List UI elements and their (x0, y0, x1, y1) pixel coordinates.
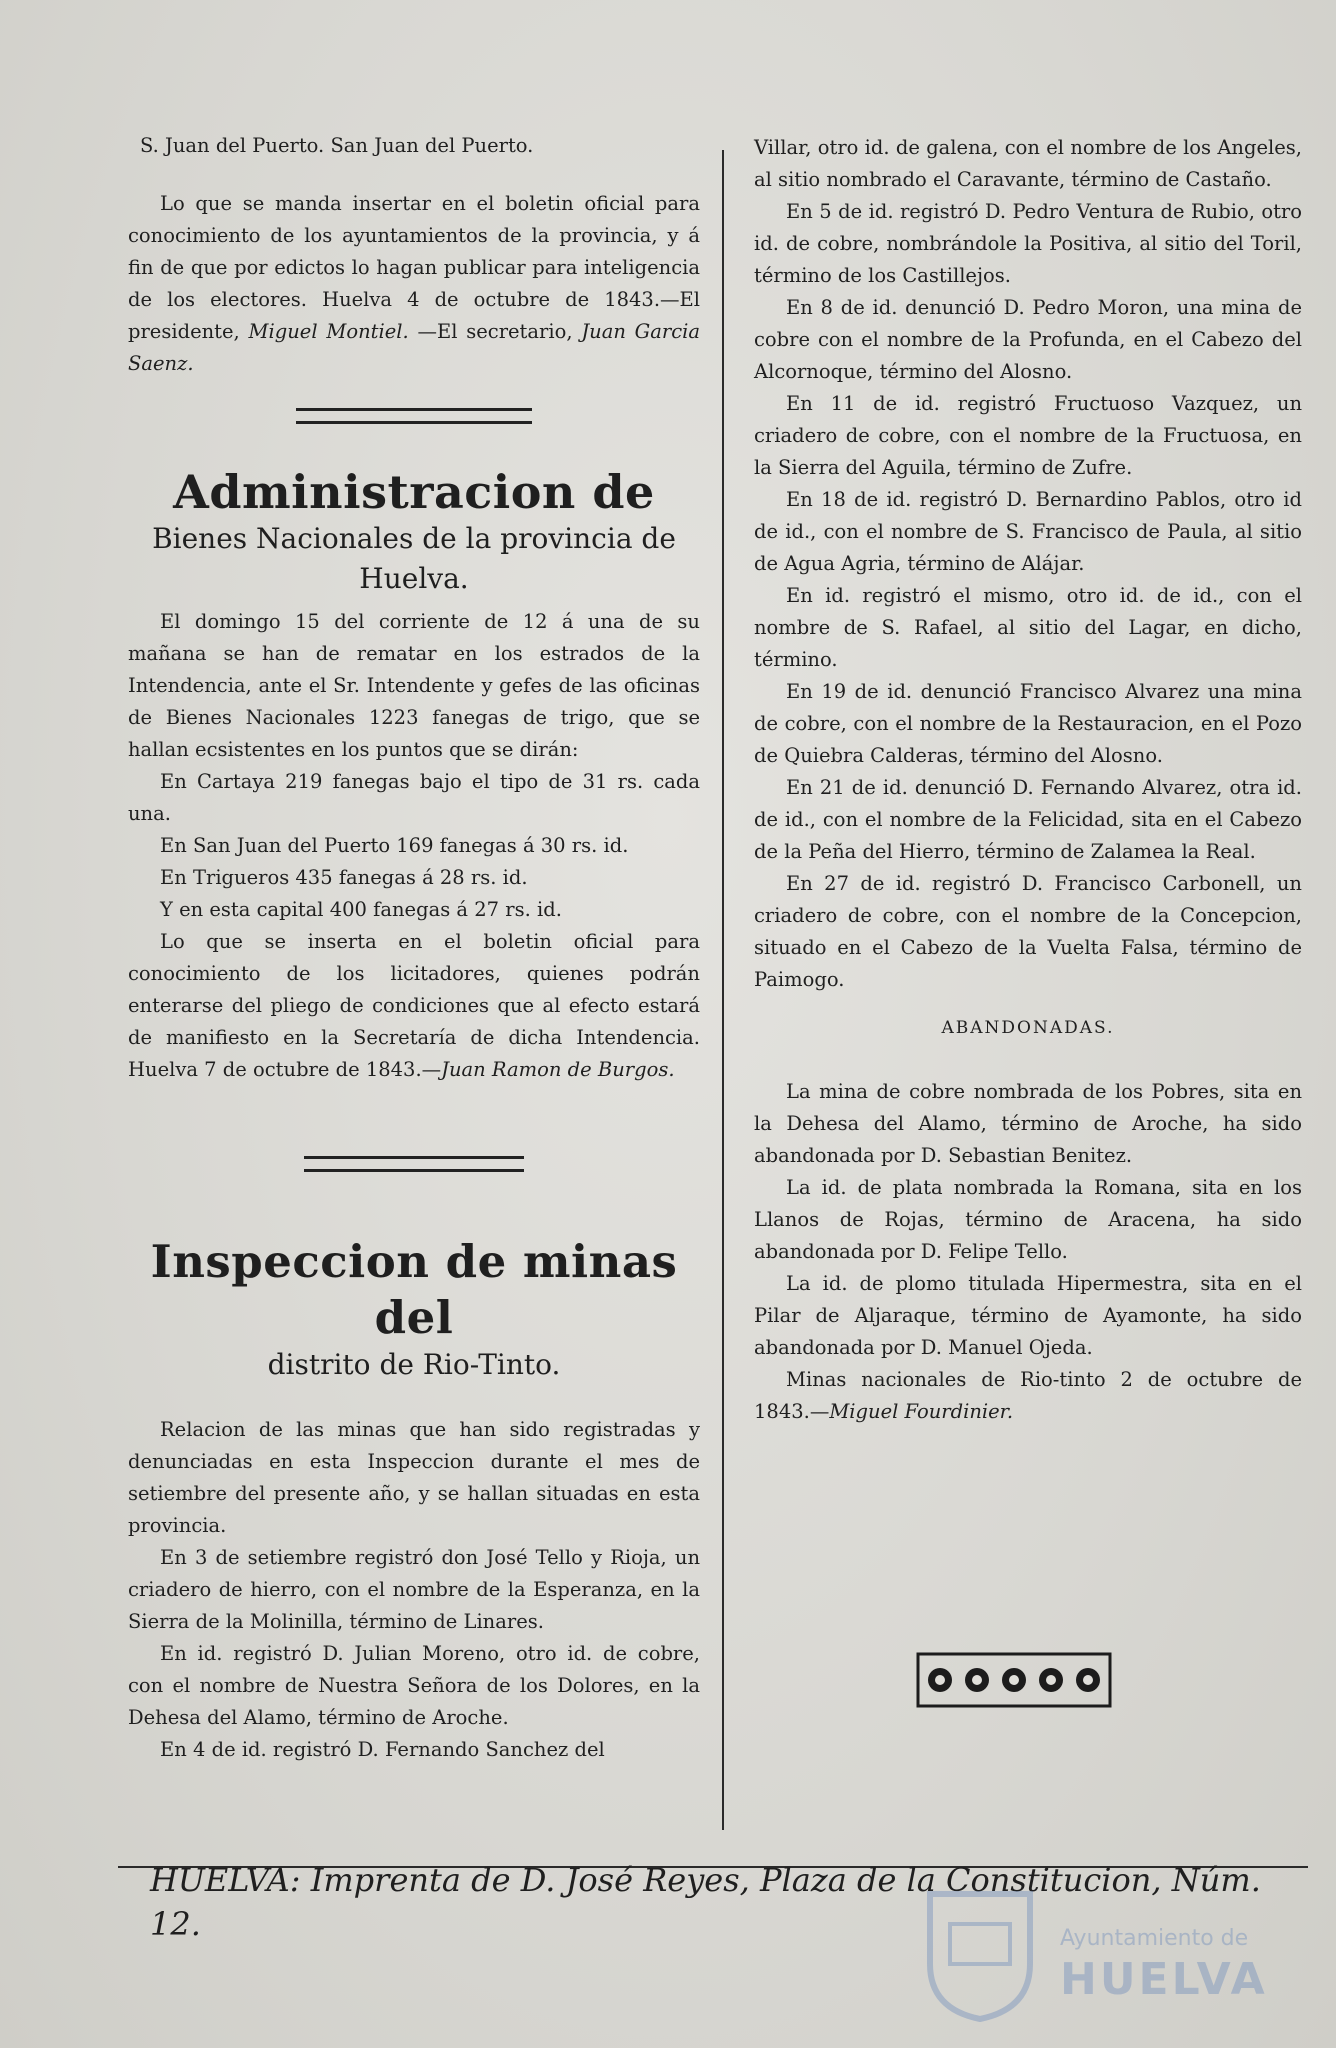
abandoned-closing (754, 1364, 1302, 1428)
abandoned-entry-3: La id. de plomo titulada Hipermestra, sita en el Pilar de Aljaraque, término de Ayamonte, ha sido abandonada por D. Manuel Ojeda. (754, 1272, 1302, 1359)
mine-entry-7: En 19 de id. denunció Francisco Alvarez una mina de cobre, con el nombre de la Restauracion, en el Pozo de Quiebra Calderas, término del Alosno. (754, 680, 1302, 767)
admin-paragraph-6 (128, 926, 700, 1086)
admin-paragraph-3: En San Juan del Puerto 169 fanegas á 30 rs. id. (160, 834, 629, 857)
admin-section-subtitle-2: Huelva. (359, 562, 469, 595)
mine-entry-8: En 21 de id. denunció D. Fernando Alvarez, otra id. de id., con el nombre de la Felicidad, sita en el Cabezo de la Peña del Hierro, término de Zalamea la Real. (754, 776, 1302, 863)
admin-paragraph-2: En Cartaya 219 fanegas bajo el tipo de 31 rs. cada una. (128, 770, 700, 825)
watermark-line-1: Ayuntamiento de (1060, 1926, 1249, 1951)
president-name: Miguel Montiel. (248, 320, 409, 343)
inspection-section-subtitle: distrito de Rio-Tinto. (267, 1348, 561, 1381)
abandoned-signature: Miguel Fourdinier. (829, 1400, 1014, 1423)
secretary-name: Juan Garcia Saenz. (128, 320, 700, 375)
admin-section-subtitle: Bienes Nacionales de la provincia de (152, 522, 676, 555)
right-column (754, 132, 1302, 1428)
mine-entry-1: Villar, otro id. de galena, con el nombre de los Angeles, al sitio nombrado el Caravante, término de Castaño. (754, 136, 1302, 191)
inspection-paragraph-3: En id. registró D. Julian Moreno, otro id. de cobre, con el nombre de Nuestra Señora de los Dolores, en la Dehesa del Alamo, término de Aroche. (128, 1642, 700, 1729)
imprint-line: HUELVA: Imprenta de D. José Reyes, Plaza de la Constitucion, Núm. 12. (150, 1861, 1261, 1943)
mine-entry-2: En 5 de id. registró D. Pedro Ventura de Rubio, otro id. de cobre, nombrándole la Positiva, al sitio del Toril, término de los Castillejos. (754, 200, 1302, 287)
mine-entry-5: En 18 de id. registró D. Bernardino Pablos, otro id de id., con el nombre de S. Francisco de Paula, al sitio de Agua Agria, término de Alájar. (754, 488, 1302, 575)
admin-closing-text: Lo que se inserta en el boletin oficial para conocimiento de los licitadores, quienes podrán enterarse del pliego de condiciones que al efecto estará de manifiesto en la Secretaría de dicha Intendencia. Huelva 7 de octubre de 1843.— (128, 930, 700, 1081)
left-column (128, 130, 700, 1766)
abandoned-heading: ABANDONADAS. (941, 1018, 1115, 1038)
admin-section-title: Administracion de (173, 465, 655, 519)
inspection-section-title: Inspeccion de minas del (150, 1235, 678, 1344)
admin-paragraph-5: Y en esta capital 400 fanegas á 27 rs. id. (160, 898, 562, 921)
municipal-watermark (920, 1884, 1270, 2024)
intro-text: Lo que se manda insertar en el boletin oficial para conocimiento de los ayuntamientos de la provincia, y á fin de que por edictos lo hagan publicar para inteligencia de los electores. Huelva 4 de octubre de 1843.—El presidente, (128, 192, 700, 343)
abandoned-closing-text: Minas nacionales de Rio-tinto 2 de octubre de 1843.— (754, 1368, 1302, 1423)
mine-entry-9: En 27 de id. registró D. Francisco Carbonell, un criadero de cobre, con el nombre de la Concepcion, situado en el Cabezo de la Vuelta Falsa, término de Paimogo. (754, 872, 1302, 991)
section-divider (296, 408, 532, 424)
inspection-paragraph-1: Relacion de las minas que han sido registradas y denunciadas en esta Inspeccion durante el mes de setiembre del presente año, y se hallan situadas en esta provincia. (128, 1418, 700, 1537)
mine-entry-3: En 8 de id. denunció D. Pedro Moron, una mina de cobre con el nombre de la Profunda, en el Cabezo del Alcornoque, término del Alosno. (754, 296, 1302, 383)
abandoned-entry-1: La mina de cobre nombrada de los Pobres, sita en la Dehesa del Alamo, término de Aroche, ha sido abandonada por D. Sebastian Benitez. (754, 1080, 1302, 1167)
intro-paragraph (128, 188, 700, 380)
inspection-paragraph-4: En 4 de id. registró D. Fernando Sanchez del (160, 1738, 605, 1761)
watermark-line-2: HUELVA (1060, 1954, 1268, 2005)
ornament-icon (916, 1648, 1112, 1712)
secretary-prefix: —El secretario, (417, 320, 573, 343)
inspection-paragraph-2: En 3 de setiembre registró don José Tello y Rioja, un criadero de hierro, con el nombre de la Esperanza, en la Sierra de la Molinilla, término de Linares. (128, 1546, 700, 1633)
admin-signature: Juan Ramon de Burgos. (441, 1058, 675, 1081)
mine-entry-6: En id. registró el mismo, otro id. de id., con el nombre de S. Rafael, al sitio del Lagar, en dicho, término. (754, 584, 1302, 671)
admin-paragraph-4: En Trigueros 435 fanegas á 28 rs. id. (160, 866, 528, 889)
column-rule (722, 150, 724, 1830)
mine-entry-4: En 11 de id. registró Fructuoso Vazquez, un criadero de cobre, con el nombre de la Fructuosa, en la Sierra del Aguila, término de Zufre. (754, 392, 1302, 479)
section-divider-2 (304, 1156, 524, 1172)
coat-of-arms-icon (920, 1884, 1040, 2024)
admin-paragraph-1: El domingo 15 del corriente de 12 á una de su mañana se han de rematar en los estrados de la Intendencia, ante el Sr. Intendente y gefes de las oficinas de Bienes Nacionales 1223 fanegas de trigo, que se hallan ecsistentes en los puntos que se dirán: (128, 610, 700, 761)
location-line: S. Juan del Puerto. San Juan del Puerto. (140, 134, 534, 157)
abandoned-entry-2: La id. de plata nombrada la Romana, sita en los Llanos de Rojas, término de Aracena, ha sido abandonada por D. Felipe Tello. (754, 1176, 1302, 1263)
